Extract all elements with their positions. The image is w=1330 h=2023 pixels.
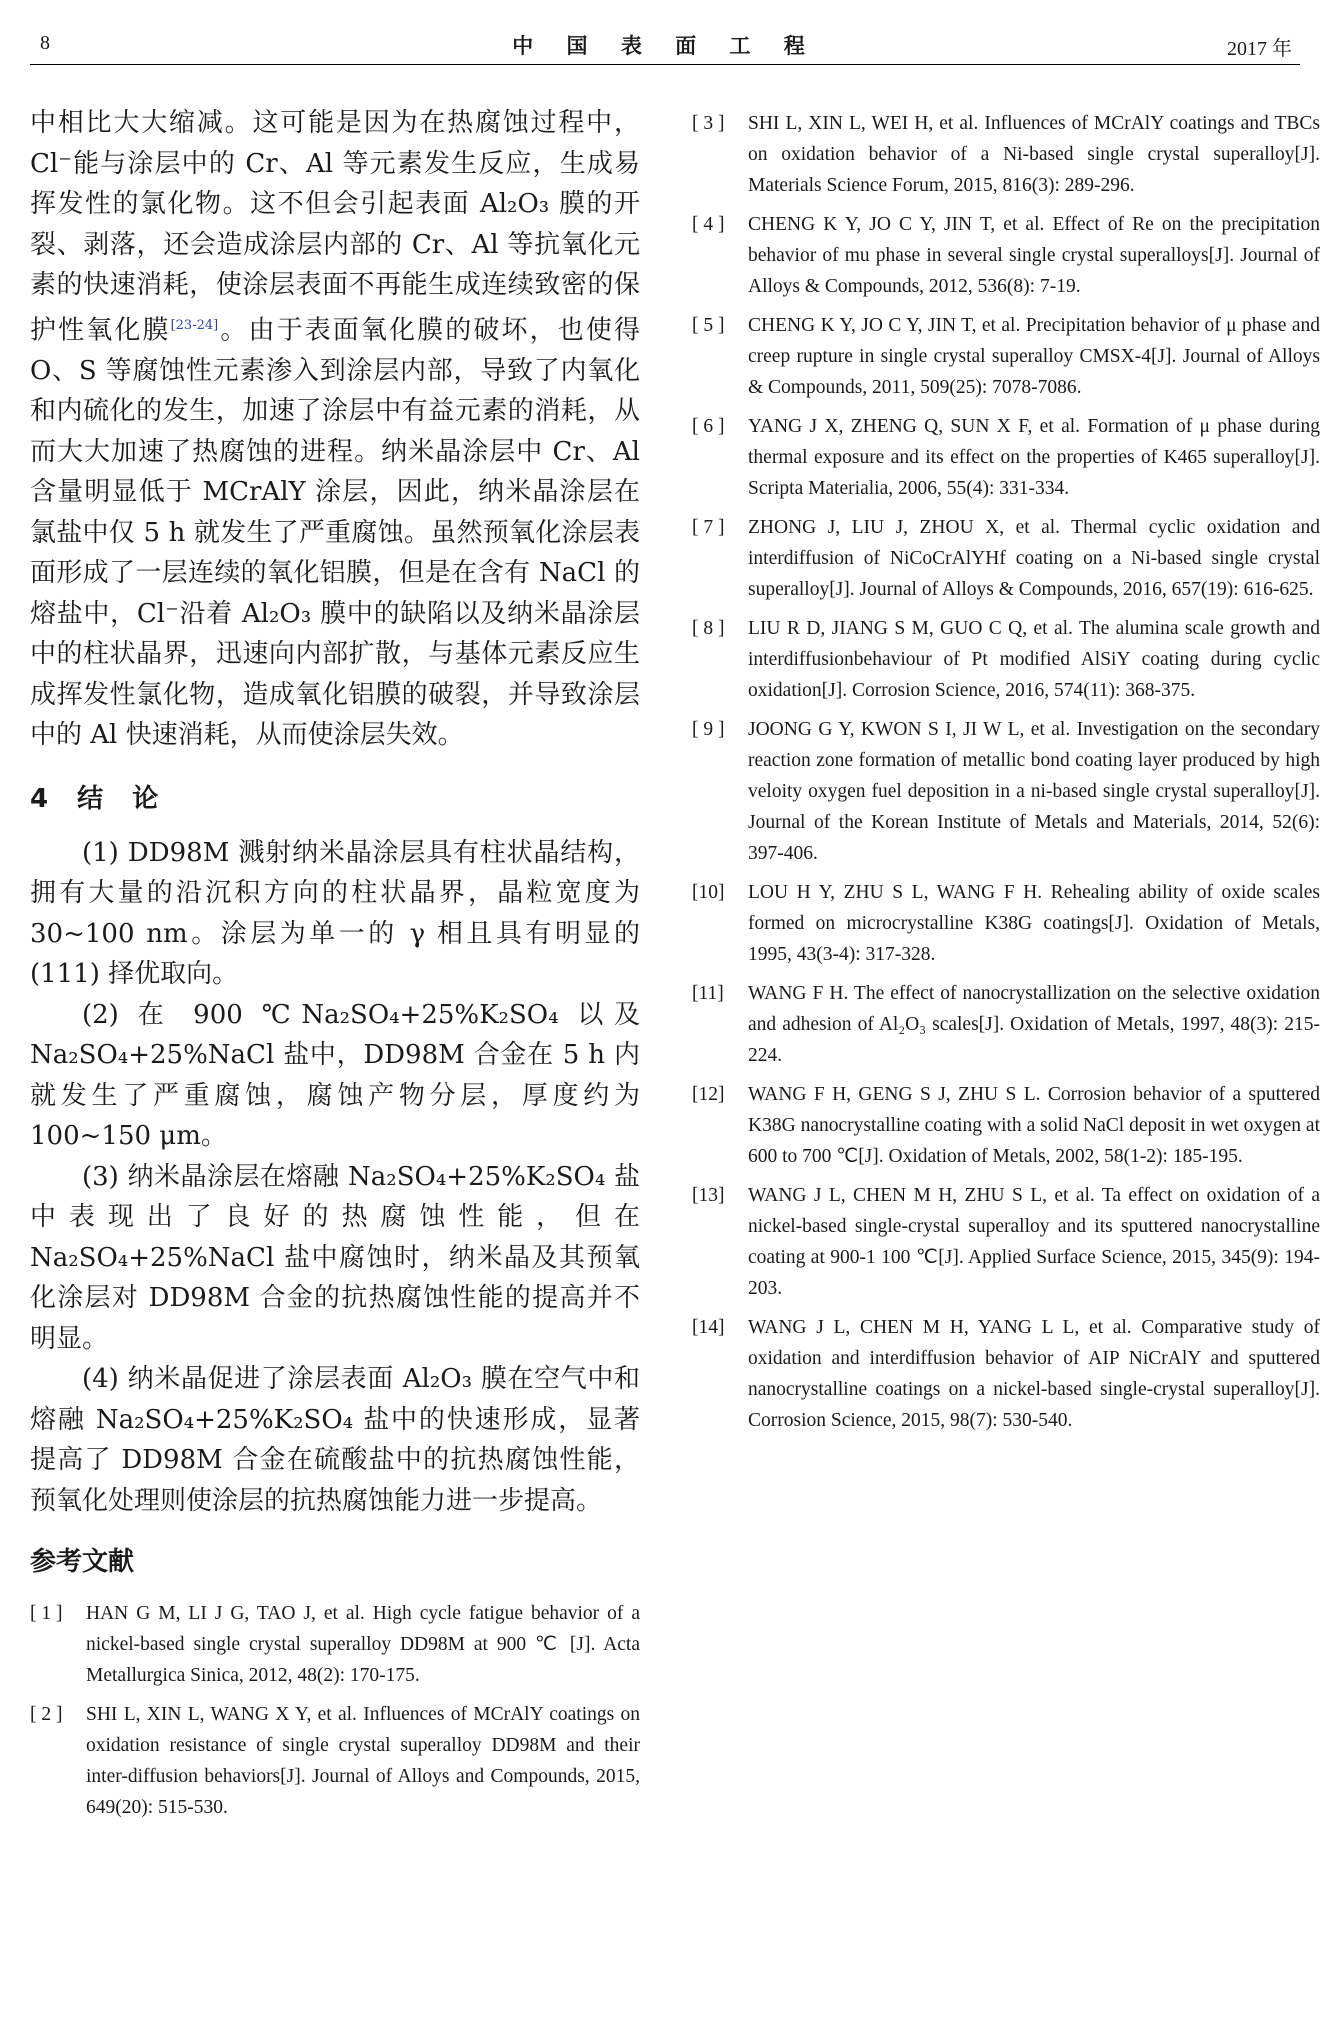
- reference-number: [ 8 ]: [692, 618, 725, 639]
- reference-number: [10]: [692, 882, 725, 903]
- reference-item: [692, 512, 1320, 605]
- reference-item: [30, 1598, 640, 1691]
- reference-number: [ 9 ]: [692, 719, 725, 740]
- page-number: 8: [40, 32, 50, 54]
- reference-text: ZHONG J, LIU J, ZHOU X, et al. Thermal cyclic oxidation and interdiffusion of NiCoCrAlYHf coating on a Ni-based single crystal superalloy[J]. Journal of Alloys & Compounds, 2016, 657(19): 616-625.: [748, 517, 1320, 600]
- reference-number: [12]: [692, 1084, 725, 1105]
- discussion-paragraph: 中相比大大缩减。这可能是因为在热腐蚀过程中，Cl⁻能与涂层中的 Cr、Al 等元素发生反应，生成易挥发性的氯化物。这不但会引起表面 Al₂O₃ 膜的开裂、剥落，还会造成涂层内部的 Cr、Al 等抗氧化元素的快速消耗，使涂层表面不再能生成连续致密的保护性氧化膜[23-24]。由于表面氧化膜的破坏，也使得 O、S 等腐蚀性元素渗入到涂层内部，导致了内氧化和内硫化的发生，加速了涂层中有益元素的消耗，从而大大加速了热腐蚀的进程。纳米晶涂层中 Cr、Al 含量明显低于 MCrAlY 涂层，因此，纳米晶涂层在氯盐中仅 5 h 就发生了严重腐蚀。虽然预氧化涂层表面形成了一层连续的氧化铝膜，但是在含有 NaCl 的熔盐中，Cl⁻沿着 Al₂O₃ 膜中的缺陷以及纳米晶涂层中的柱状晶界，迅速向内部扩散，与基体元素反应生成挥发性氯化物，造成氧化铝膜的破裂，并导致涂层中的 Al 快速消耗，从而使涂层失效。: [30, 108, 640, 751]
- journal-title: 中 国 表 面 工 程: [512, 34, 818, 58]
- reference-text: YANG J X, ZHENG Q, SUN X F, et al. Formation of μ phase during thermal exposure and its effect on the properties of K465 superalloy[J]. Scripta Materialia, 2006, 55(4): 331-334.: [748, 416, 1320, 499]
- reference-text: CHENG K Y, JO C Y, JIN T, et al. Precipitation behavior of μ phase and creep rupture in single crystal superalloy CMSX-4[J]. Journal of Alloys & Compounds, 2011, 509(25): 7078-7086.: [748, 315, 1320, 398]
- reference-item: [692, 714, 1320, 869]
- reference-item: [692, 613, 1320, 706]
- reference-number: [ 1 ]: [30, 1603, 63, 1625]
- reference-number: [14]: [692, 1317, 725, 1338]
- reference-text: JOONG G Y, KWON S I, JI W L, et al. Investigation on the secondary reaction zone formation of metallic bond coating layer produced by high veloity oxygen fuel deposition in a ni-based single crystal superalloy[J]. Journal of the Korean Institute of Metals and Materials, 2014, 52(6): 397-406.: [748, 719, 1320, 864]
- reference-text: LIU R D, JIANG S M, GUO C Q, et al. The alumina scale growth and interdiffusionbehaviour of Pt modified AlSiY coating during cyclic oxidation[J]. Corrosion Science, 2016, 574(11): 368-375.: [748, 618, 1320, 701]
- references-heading: 参考文献: [30, 1547, 135, 1578]
- reference-number: [ 3 ]: [692, 113, 725, 134]
- reference-text: LOU H Y, ZHU S L, WANG F H. Rehealing ability of oxide scales formed on microcrystalline K38G coatings[J]. Oxidation of Metals, 1995, 43(3-4): 317-328.: [748, 882, 1320, 965]
- reference-item: [692, 1180, 1320, 1304]
- reference-item: [692, 108, 1320, 201]
- reference-text: SHI L, XIN L, WEI H, et al. Influences of MCrAlY coatings and TBCs on oxidation behavior of a Ni-based single crystal superalloy[J]. Materials Science Forum, 2015, 816(3): 289-296.: [748, 113, 1320, 196]
- reference-number: [13]: [692, 1185, 725, 1206]
- citation-link[interactable]: [23-24]: [170, 317, 219, 333]
- reference-text: CHENG K Y, JO C Y, JIN T, et al. Effect of Re on the precipitation behavior of mu phase in several single crystal superalloys[J]. Journal of Alloys & Compounds, 2012, 536(8): 7-19.: [748, 214, 1320, 297]
- reference-text: HAN G M, LI J G, TAO J, et al. High cycle fatigue behavior of a nickel-based single crystal superalloy DD98M at 900 ℃ [J]. Acta Metallurgica Sinica, 2012, 48(2): 170-175.: [86, 1603, 640, 1687]
- reference-text: WANG F H, GENG S J, ZHU S L. Corrosion behavior of a sputtered K38G nanocrystalline coating with a solid NaCl deposit in wet oxygen at 600 to 700 ℃[J]. Oxidation of Metals, 2002, 58(1-2): 185-195.: [748, 1084, 1320, 1167]
- reference-item: [692, 411, 1320, 504]
- reference-item: [692, 310, 1320, 403]
- reference-number: [ 4 ]: [692, 214, 725, 235]
- reference-number: [11]: [692, 983, 724, 1004]
- conclusion-item: (2) 在 900 ℃Na₂SO₄+25%K₂SO₄ 以及 Na₂SO₄+25%NaCl 盐中，DD98M 合金在 5 h 内就发生了严重腐蚀，腐蚀产物分层，厚度约为 100~150 μm。: [30, 999, 640, 1152]
- issue-year: 2017 年: [1227, 38, 1292, 60]
- reference-text: WANG F H. The effect of nanocrystallization on the selective oxidation and adhesion of Al₂O₃ scales[J]. Oxidation of Metals, 1997, 48(3): 215-224.: [748, 983, 1320, 1066]
- reference-number: [ 6 ]: [692, 416, 725, 437]
- reference-text: SHI L, XIN L, WANG X Y, et al. Influences of MCrAlY coatings on oxidation resistance of single crystal superalloy DD98M and their inter-diffusion behaviors[J]. Journal of Alloys and Compounds, 2015, 649(20): 515-530.: [86, 1704, 640, 1819]
- reference-text: WANG J L, CHEN M H, YANG L L, et al. Comparative study of oxidation and interdiffusion behavior of AIP NiCrAlY and sputtered nanocrystalline coatings on a nickel-based single-crystal superalloy[J]. Corrosion Science, 2015, 98(7): 530-540.: [748, 1317, 1320, 1431]
- page-header: [30, 30, 1300, 65]
- reference-number: [ 7 ]: [692, 517, 725, 538]
- reference-item: [692, 1312, 1320, 1436]
- conclusion-item: (3) 纳米晶涂层在熔融 Na₂SO₄+25%K₂SO₄ 盐中表现出了良好的热腐蚀性能，但在 Na₂SO₄+25%NaCl 盐中腐蚀时，纳米晶及其预氧化涂层对 DD98M 合金的抗热腐蚀性能的提高并不明显。: [30, 1161, 640, 1354]
- reference-number: [ 2 ]: [30, 1704, 63, 1726]
- reference-item: [692, 1079, 1320, 1172]
- conclusion-item: (4) 纳米晶促进了涂层表面 Al₂O₃ 膜在空气中和熔融 Na₂SO₄+25%K₂SO₄ 盐中的快速形成，显著提高了 DD98M 合金在硫酸盐中的抗热腐蚀性能，预氧化处理则使涂层的抗热腐蚀能力进一步提高。: [30, 1364, 640, 1516]
- right-column: [692, 108, 1320, 1444]
- reference-item: [692, 877, 1320, 970]
- left-column: [30, 103, 640, 1831]
- reference-text: WANG J L, CHEN M H, ZHU S L, et al. Ta effect on oxidation of a nickel-based single-crystal superalloy and its sputtered nanocrystalline coating at 900-1 100 ℃[J]. Applied Surface Science, 2015, 345(9): 194-203.: [748, 1185, 1320, 1299]
- reference-number: [ 5 ]: [692, 315, 725, 336]
- conclusion-item: (1) DD98M 溅射纳米晶涂层具有柱状晶结构，拥有大量的沿沉积方向的柱状晶界，晶粒宽度为 30~100 nm。涂层为单一的 γ 相且具有明显的 (111) 择优取向。: [30, 837, 640, 990]
- reference-item: [692, 978, 1320, 1071]
- section-heading-conclusions: 4 结 论: [30, 783, 169, 814]
- reference-item: [30, 1699, 640, 1823]
- reference-item: [692, 209, 1320, 302]
